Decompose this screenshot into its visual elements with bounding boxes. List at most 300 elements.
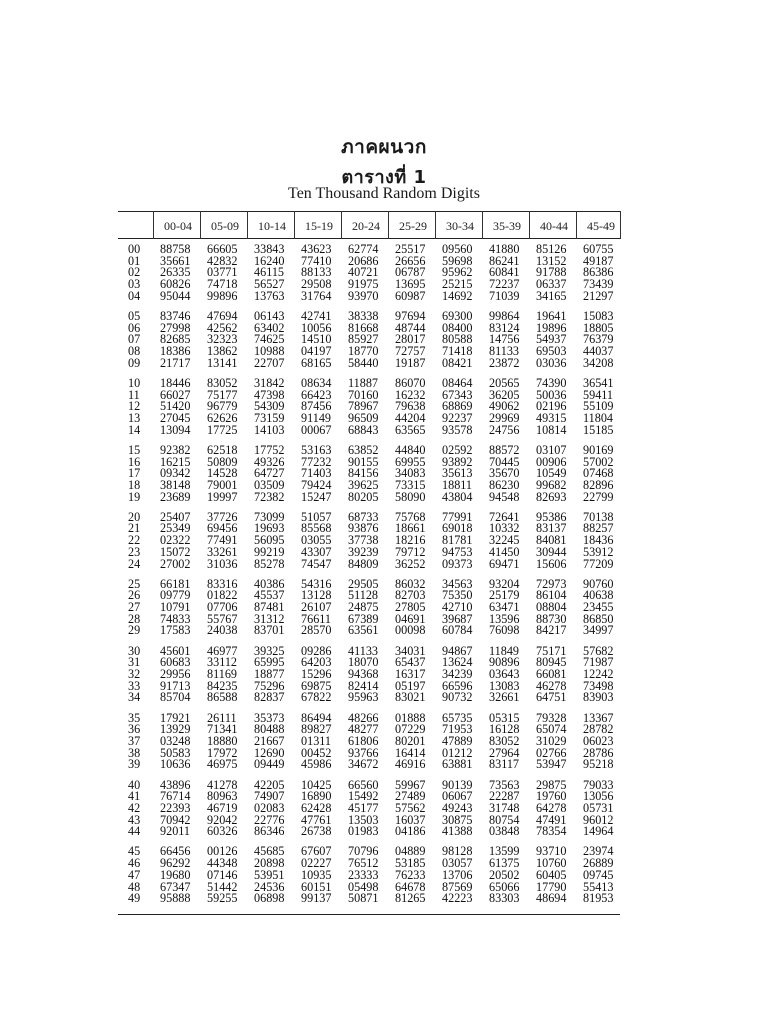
digit-cell: 81169 bbox=[207, 667, 238, 681]
digit-cell: 55767 bbox=[207, 611, 238, 626]
digit-cell: 75768 bbox=[395, 509, 426, 524]
digit-cell: 06787 bbox=[395, 265, 426, 280]
digit-cell: 67822 bbox=[301, 690, 332, 705]
digit-cell: 67389 bbox=[348, 611, 379, 626]
row-index: 40 bbox=[128, 777, 141, 792]
digit-cell: 86346 bbox=[254, 824, 285, 839]
digit-cell: 99864 bbox=[489, 308, 520, 323]
digit-cell: 74718 bbox=[207, 277, 238, 292]
digit-cell: 92382 bbox=[160, 442, 191, 457]
row-index: 24 bbox=[128, 556, 141, 571]
digit-cell: 76512 bbox=[348, 856, 379, 871]
digit-cell: 14756 bbox=[489, 332, 520, 347]
digit-cell: 89827 bbox=[301, 722, 332, 737]
row-index: 03 bbox=[128, 277, 141, 292]
digit-cell: 83701 bbox=[254, 623, 285, 638]
digit-cell: 96779 bbox=[207, 399, 238, 414]
header-divider bbox=[247, 211, 248, 239]
digit-cell: 66181 bbox=[160, 576, 191, 591]
row-index: 37 bbox=[128, 733, 141, 748]
row-index: 36 bbox=[128, 722, 141, 737]
row-group bbox=[118, 710, 620, 772]
digit-cell: 62428 bbox=[301, 800, 332, 815]
digit-cell: 71953 bbox=[442, 722, 473, 737]
digit-cell: 65437 bbox=[395, 655, 426, 670]
row-index: 31 bbox=[128, 655, 141, 670]
digit-cell: 70942 bbox=[160, 812, 191, 827]
digit-cell: 51057 bbox=[301, 509, 332, 524]
digit-cell: 90139 bbox=[442, 777, 473, 792]
digit-cell: 59411 bbox=[583, 387, 614, 402]
digit-cell: 57682 bbox=[583, 643, 614, 658]
row-group bbox=[118, 308, 620, 370]
digit-cell: 75350 bbox=[442, 588, 473, 603]
digit-cell: 71039 bbox=[489, 288, 520, 303]
row-index: 08 bbox=[128, 344, 141, 358]
digit-cell: 29875 bbox=[536, 777, 567, 792]
digit-cell: 47761 bbox=[301, 812, 332, 827]
digit-cell: 74833 bbox=[160, 611, 191, 626]
digit-cell: 86588 bbox=[207, 690, 238, 705]
row-index: 48 bbox=[128, 879, 141, 894]
digit-cell: 65066 bbox=[489, 879, 520, 894]
digit-cell: 94753 bbox=[442, 544, 473, 559]
column-header: 10-14 bbox=[258, 219, 286, 233]
digit-cell: 31764 bbox=[301, 288, 332, 303]
digit-cell: 27805 bbox=[395, 600, 426, 615]
digit-cell: 22707 bbox=[254, 355, 285, 370]
column-header: 25-29 bbox=[399, 219, 427, 233]
digit-cell: 24756 bbox=[489, 422, 520, 437]
digit-cell: 10791 bbox=[160, 600, 191, 615]
digit-cell: 03509 bbox=[254, 477, 285, 492]
header-divider bbox=[388, 211, 389, 239]
digit-cell: 21297 bbox=[583, 288, 614, 303]
digit-cell: 96509 bbox=[348, 410, 379, 425]
digit-cell: 17921 bbox=[160, 710, 191, 725]
digit-cell: 18446 bbox=[160, 375, 191, 390]
digit-cell: 44840 bbox=[395, 442, 426, 457]
digit-cell: 16240 bbox=[254, 253, 285, 268]
digit-cell: 25349 bbox=[160, 521, 191, 536]
header-divider bbox=[620, 211, 621, 239]
digit-cell: 06067 bbox=[442, 789, 473, 804]
digit-cell: 13624 bbox=[442, 655, 473, 670]
digit-cell: 34208 bbox=[583, 355, 614, 370]
digit-cell: 01983 bbox=[348, 824, 379, 839]
digit-cell: 13503 bbox=[348, 812, 379, 827]
row-index: 12 bbox=[128, 399, 141, 414]
digit-cell: 13094 bbox=[160, 422, 191, 437]
table-top-rule bbox=[118, 211, 620, 212]
digit-cell: 68733 bbox=[348, 509, 379, 524]
digit-cell: 35373 bbox=[254, 710, 285, 725]
digit-cell: 02322 bbox=[160, 533, 191, 548]
digit-cell: 53947 bbox=[536, 757, 567, 772]
digit-cell: 66423 bbox=[301, 387, 332, 402]
digit-cell: 16317 bbox=[395, 667, 426, 681]
digit-cell: 84156 bbox=[348, 466, 379, 481]
table-row bbox=[118, 489, 620, 504]
digit-cell: 77410 bbox=[301, 253, 332, 268]
digit-cell: 26889 bbox=[583, 856, 614, 871]
digit-cell: 83137 bbox=[536, 521, 567, 536]
digit-cell: 77991 bbox=[442, 509, 473, 524]
digit-cell: 30944 bbox=[536, 544, 567, 559]
column-header: 35-39 bbox=[493, 219, 521, 233]
digit-cell: 84217 bbox=[536, 623, 567, 638]
digit-cell: 03107 bbox=[536, 442, 567, 457]
digit-cell: 80205 bbox=[348, 489, 379, 504]
digit-cell: 13141 bbox=[207, 355, 238, 370]
digit-cell: 33843 bbox=[254, 242, 285, 256]
digit-cell: 09745 bbox=[583, 867, 614, 882]
digit-cell: 60326 bbox=[207, 824, 238, 839]
digit-cell: 78967 bbox=[348, 399, 379, 414]
digit-cell: 34997 bbox=[583, 623, 614, 638]
digit-cell: 66456 bbox=[160, 844, 191, 859]
digit-cell: 24875 bbox=[348, 600, 379, 615]
digit-cell: 10935 bbox=[301, 867, 332, 882]
digit-cell: 29508 bbox=[301, 277, 332, 292]
row-index: 17 bbox=[128, 466, 141, 481]
digit-cell: 92011 bbox=[160, 824, 191, 839]
digit-cell: 08400 bbox=[442, 320, 473, 335]
digit-cell: 16128 bbox=[489, 722, 520, 737]
digit-cell: 13763 bbox=[254, 288, 285, 303]
digit-cell: 76098 bbox=[489, 623, 520, 638]
digit-cell: 23974 bbox=[583, 844, 614, 859]
digit-cell: 41880 bbox=[489, 242, 520, 256]
digit-cell: 01311 bbox=[301, 733, 332, 748]
digit-cell: 31748 bbox=[489, 800, 520, 815]
digit-cell: 99896 bbox=[207, 288, 238, 303]
digit-cell: 35613 bbox=[442, 466, 473, 481]
digit-cell: 25179 bbox=[489, 588, 520, 603]
digit-cell: 99219 bbox=[254, 544, 285, 559]
digit-cell: 79638 bbox=[395, 399, 426, 414]
digit-cell: 84081 bbox=[536, 533, 567, 548]
digit-cell: 22776 bbox=[254, 812, 285, 827]
digit-cell: 46115 bbox=[254, 265, 285, 280]
digit-cell: 91975 bbox=[348, 277, 379, 292]
digit-cell: 26738 bbox=[301, 824, 332, 839]
digit-cell: 70138 bbox=[583, 509, 614, 524]
row-group bbox=[118, 846, 620, 904]
digit-cell: 43804 bbox=[442, 489, 473, 504]
digit-cell: 20565 bbox=[489, 375, 520, 390]
digit-cell: 39239 bbox=[348, 544, 379, 559]
digit-cell: 80488 bbox=[254, 722, 285, 737]
digit-cell: 02196 bbox=[536, 399, 567, 414]
digit-cell: 23333 bbox=[348, 867, 379, 882]
digit-cell: 42710 bbox=[442, 600, 473, 615]
digit-cell: 81953 bbox=[583, 891, 614, 906]
column-header: 15-19 bbox=[305, 219, 333, 233]
digit-cell: 04197 bbox=[301, 344, 332, 358]
digit-cell: 81133 bbox=[489, 344, 520, 358]
digit-cell: 18436 bbox=[583, 533, 614, 548]
digit-cell: 93710 bbox=[536, 844, 567, 859]
digit-cell: 87456 bbox=[301, 399, 332, 414]
digit-cell: 79033 bbox=[583, 777, 614, 792]
digit-cell: 41388 bbox=[442, 824, 473, 839]
digit-cell: 15606 bbox=[536, 556, 567, 571]
row-index: 06 bbox=[128, 320, 141, 335]
digit-cell: 85568 bbox=[301, 521, 332, 536]
digit-cell: 17725 bbox=[207, 422, 238, 437]
digit-cell: 03848 bbox=[489, 824, 520, 839]
digit-cell: 65074 bbox=[536, 722, 567, 737]
digit-cell: 73099 bbox=[254, 509, 285, 524]
digit-cell: 76233 bbox=[395, 867, 426, 882]
digit-cell: 03057 bbox=[442, 856, 473, 871]
digit-cell: 42741 bbox=[301, 308, 332, 323]
digit-cell: 20502 bbox=[489, 867, 520, 882]
digit-cell: 13596 bbox=[489, 611, 520, 626]
row-index: 10 bbox=[128, 375, 141, 390]
digit-cell: 88572 bbox=[489, 442, 520, 457]
digit-cell: 67607 bbox=[301, 844, 332, 859]
digit-cell: 11887 bbox=[348, 375, 379, 390]
digit-cell: 64727 bbox=[254, 466, 285, 481]
digit-cell: 40721 bbox=[348, 265, 379, 280]
digit-cell: 87569 bbox=[442, 879, 473, 894]
digit-cell: 54316 bbox=[301, 576, 332, 591]
digit-cell: 88133 bbox=[301, 265, 332, 280]
digit-cell: 04186 bbox=[395, 824, 426, 839]
digit-cell: 72757 bbox=[395, 344, 426, 358]
digit-cell: 63881 bbox=[442, 757, 473, 772]
digit-cell: 86230 bbox=[489, 477, 520, 492]
digit-cell: 36541 bbox=[583, 375, 614, 390]
digit-cell: 41278 bbox=[207, 777, 238, 792]
digit-cell: 60841 bbox=[489, 265, 520, 280]
digit-cell: 95888 bbox=[160, 891, 191, 906]
digit-cell: 23689 bbox=[160, 489, 191, 504]
table-number-title: ตารางที่ 1 bbox=[341, 167, 427, 188]
row-index: 26 bbox=[128, 588, 141, 603]
digit-cell: 19760 bbox=[536, 789, 567, 804]
digit-cell: 80945 bbox=[536, 655, 567, 670]
digit-cell: 73315 bbox=[395, 477, 426, 492]
row-index: 00 bbox=[128, 242, 141, 256]
row-index: 39 bbox=[128, 757, 141, 772]
digit-cell: 39625 bbox=[348, 477, 379, 492]
row-group bbox=[118, 643, 620, 705]
digit-cell: 46719 bbox=[207, 800, 238, 815]
digit-cell: 05315 bbox=[489, 710, 520, 725]
digit-cell: 64678 bbox=[395, 879, 426, 894]
digit-cell: 03055 bbox=[301, 533, 332, 548]
digit-cell: 29956 bbox=[160, 667, 191, 681]
digit-cell: 93892 bbox=[442, 454, 473, 469]
digit-cell: 15247 bbox=[301, 489, 332, 504]
digit-cell: 61375 bbox=[489, 856, 520, 871]
digit-cell: 18880 bbox=[207, 733, 238, 748]
digit-cell: 51128 bbox=[348, 588, 379, 603]
digit-cell: 91149 bbox=[301, 410, 332, 425]
digit-cell: 06337 bbox=[536, 277, 567, 292]
digit-cell: 57562 bbox=[395, 800, 426, 815]
digit-cell: 32245 bbox=[489, 533, 520, 548]
digit-cell: 46977 bbox=[207, 643, 238, 658]
digit-cell: 06023 bbox=[583, 733, 614, 748]
digit-cell: 95386 bbox=[536, 509, 567, 524]
digit-cell: 71418 bbox=[442, 344, 473, 358]
digit-cell: 25517 bbox=[395, 242, 426, 256]
digit-cell: 93578 bbox=[442, 422, 473, 437]
digit-cell: 40638 bbox=[583, 588, 614, 603]
digit-cell: 31842 bbox=[254, 375, 285, 390]
digit-cell: 10636 bbox=[160, 757, 191, 772]
digit-cell: 16890 bbox=[301, 789, 332, 804]
digit-cell: 53951 bbox=[254, 867, 285, 882]
table-row bbox=[118, 625, 620, 637]
digit-cell: 50036 bbox=[536, 387, 567, 402]
digit-cell: 83052 bbox=[207, 375, 238, 390]
digit-cell: 28017 bbox=[395, 332, 426, 347]
digit-cell: 10814 bbox=[536, 422, 567, 437]
digit-cell: 10760 bbox=[536, 856, 567, 871]
digit-cell: 22287 bbox=[489, 789, 520, 804]
row-index: 25 bbox=[128, 576, 141, 591]
row-index: 15 bbox=[128, 442, 141, 457]
digit-cell: 34083 bbox=[395, 466, 426, 481]
row-index: 21 bbox=[128, 521, 141, 536]
digit-cell: 32323 bbox=[207, 332, 238, 347]
table-row bbox=[118, 556, 620, 571]
digit-cell: 35670 bbox=[489, 466, 520, 481]
digit-cell: 39325 bbox=[254, 643, 285, 658]
digit-cell: 05197 bbox=[395, 678, 426, 693]
digit-cell: 17790 bbox=[536, 879, 567, 894]
digit-cell: 60683 bbox=[160, 655, 191, 670]
row-index: 27 bbox=[128, 600, 141, 615]
digit-cell: 98128 bbox=[442, 844, 473, 859]
digit-cell: 73439 bbox=[583, 277, 614, 292]
digit-cell: 51420 bbox=[160, 399, 191, 414]
digit-cell: 64278 bbox=[536, 800, 567, 815]
digit-cell: 94548 bbox=[489, 489, 520, 504]
digit-cell: 82837 bbox=[254, 690, 285, 705]
digit-cell: 40386 bbox=[254, 576, 285, 591]
digit-cell: 35661 bbox=[160, 253, 191, 268]
digit-cell: 49315 bbox=[536, 410, 567, 425]
digit-cell: 23455 bbox=[583, 600, 614, 615]
digit-cell: 69875 bbox=[301, 678, 332, 693]
digit-cell: 08804 bbox=[536, 600, 567, 615]
digit-cell: 57002 bbox=[583, 454, 614, 469]
digit-cell: 13083 bbox=[489, 678, 520, 693]
digit-cell: 83903 bbox=[583, 690, 614, 705]
digit-cell: 60755 bbox=[583, 242, 614, 256]
digit-cell: 33261 bbox=[207, 544, 238, 559]
digit-cell: 81668 bbox=[348, 320, 379, 335]
row-index: 49 bbox=[128, 891, 141, 906]
row-index: 13 bbox=[128, 410, 141, 425]
digit-cell: 56527 bbox=[254, 277, 285, 292]
digit-cell: 47889 bbox=[442, 733, 473, 748]
row-index: 09 bbox=[128, 355, 141, 370]
digit-cell: 49243 bbox=[442, 800, 473, 815]
digit-cell: 05731 bbox=[583, 800, 614, 815]
digit-cell: 80963 bbox=[207, 789, 238, 804]
digit-cell: 66605 bbox=[207, 242, 238, 256]
row-index: 41 bbox=[128, 789, 141, 804]
column-header: 20-24 bbox=[352, 219, 380, 233]
digit-cell: 62518 bbox=[207, 442, 238, 457]
digit-cell: 00906 bbox=[536, 454, 567, 469]
digit-cell: 19693 bbox=[254, 521, 285, 536]
digit-cell: 45177 bbox=[348, 800, 379, 815]
digit-cell: 76379 bbox=[583, 332, 614, 347]
digit-cell: 10988 bbox=[254, 344, 285, 358]
digit-cell: 17752 bbox=[254, 442, 285, 457]
digit-cell: 00067 bbox=[301, 422, 332, 437]
digit-cell: 15185 bbox=[583, 422, 614, 437]
digit-cell: 72237 bbox=[489, 277, 520, 292]
digit-cell: 83303 bbox=[489, 891, 520, 906]
digit-cell: 43896 bbox=[160, 777, 191, 792]
digit-cell: 10425 bbox=[301, 777, 332, 792]
digit-cell: 82703 bbox=[395, 588, 426, 603]
digit-cell: 15072 bbox=[160, 544, 191, 559]
digit-cell: 80754 bbox=[489, 812, 520, 827]
digit-cell: 25407 bbox=[160, 509, 191, 524]
digit-cell: 76714 bbox=[160, 789, 191, 804]
row-index: 44 bbox=[128, 824, 141, 839]
digit-cell: 51442 bbox=[207, 879, 238, 894]
digit-cell: 97694 bbox=[395, 308, 426, 323]
digit-cell: 08464 bbox=[442, 375, 473, 390]
digit-cell: 86850 bbox=[583, 611, 614, 626]
digit-cell: 58090 bbox=[395, 489, 426, 504]
table-caption: Ten Thousand Random Digits bbox=[288, 185, 480, 202]
row-index: 33 bbox=[128, 678, 141, 693]
row-group bbox=[118, 244, 620, 302]
digit-cell: 70796 bbox=[348, 844, 379, 859]
digit-cell: 11849 bbox=[489, 643, 520, 658]
digit-cell: 79001 bbox=[207, 477, 238, 492]
digit-cell: 90732 bbox=[442, 690, 473, 705]
row-index: 45 bbox=[128, 844, 141, 859]
row-index: 07 bbox=[128, 332, 141, 347]
digit-cell: 13862 bbox=[207, 344, 238, 358]
digit-cell: 27045 bbox=[160, 410, 191, 425]
digit-cell: 31036 bbox=[207, 556, 238, 571]
digit-cell: 62626 bbox=[207, 410, 238, 425]
digit-cell: 24038 bbox=[207, 623, 238, 638]
digit-cell: 14103 bbox=[254, 422, 285, 437]
column-header: 00-04 bbox=[164, 219, 192, 233]
digit-cell: 11804 bbox=[583, 410, 614, 425]
digit-cell: 62774 bbox=[348, 242, 379, 256]
digit-cell: 70445 bbox=[489, 454, 520, 469]
digit-cell: 88730 bbox=[536, 611, 567, 626]
digit-cell: 21717 bbox=[160, 355, 191, 370]
digit-cell: 32661 bbox=[489, 690, 520, 705]
digit-cell: 39687 bbox=[442, 611, 473, 626]
digit-cell: 45685 bbox=[254, 844, 285, 859]
digit-cell: 31312 bbox=[254, 611, 285, 626]
digit-cell: 82414 bbox=[348, 678, 379, 693]
digit-cell: 04889 bbox=[395, 844, 426, 859]
digit-cell: 79328 bbox=[536, 710, 567, 725]
row-index: 34 bbox=[128, 690, 141, 705]
digit-cell: 24536 bbox=[254, 879, 285, 894]
digit-cell: 64203 bbox=[301, 655, 332, 670]
